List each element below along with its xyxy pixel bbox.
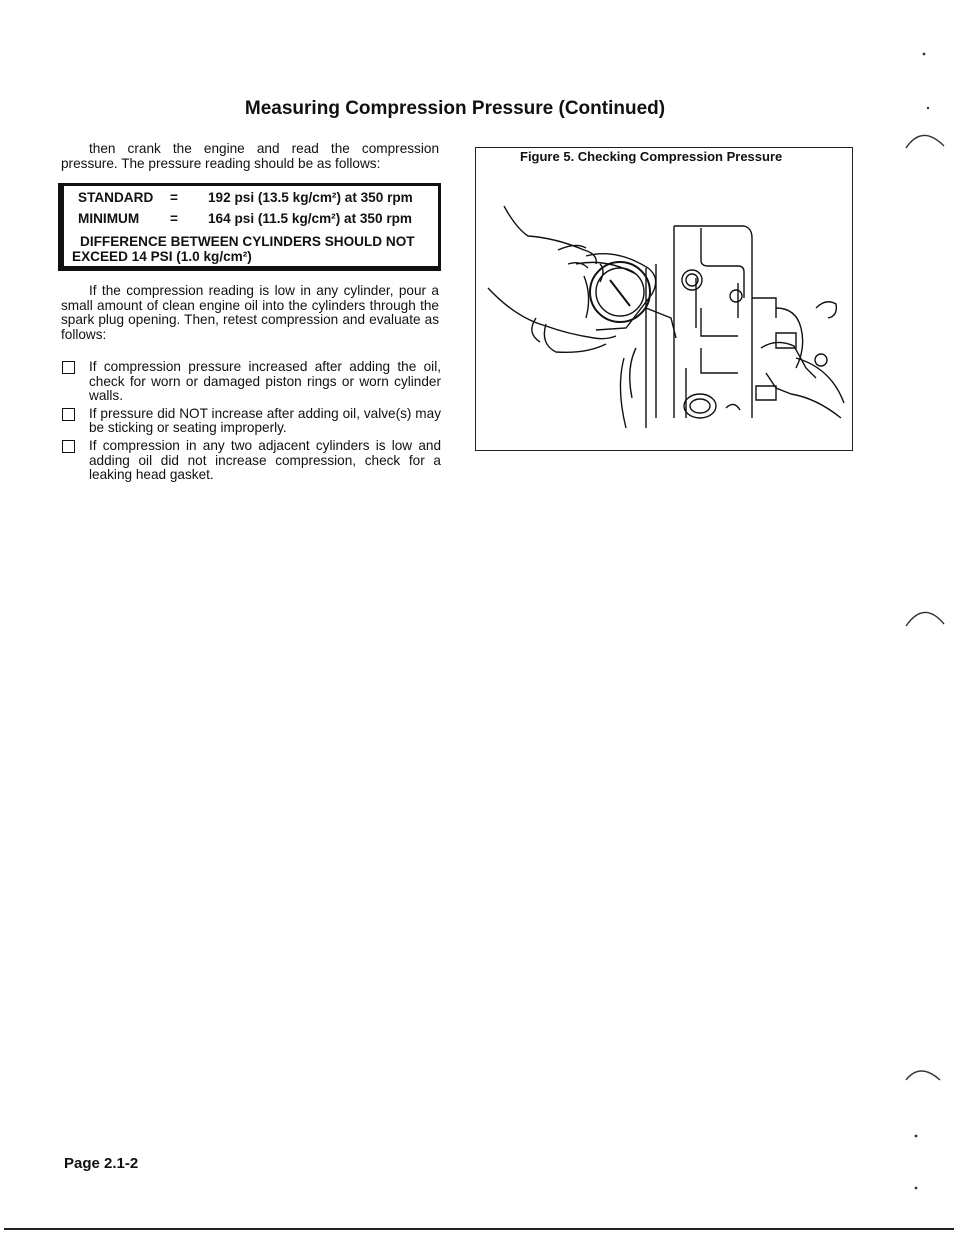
- minimum-value: 164 psi (11.5 kg/cm²) at 350 rpm: [208, 211, 413, 226]
- standard-value: 192 psi (13.5 kg/cm²) at 350 rpm: [208, 190, 413, 205]
- low-reading-paragraph: If the compression reading is low in any cylinder, pour a small amount of clean engine oil into the cylinders through the spark plug opening. Then, retest compression and evaluate as follows:: [61, 283, 439, 342]
- standard-equals: =: [170, 190, 178, 205]
- spec-difference-note: DIFFERENCE BETWEEN CYLINDERS SHOULD NOT EXCEED 14 PSI (1.0 kg/cm²): [72, 234, 415, 264]
- standard-label: STANDARD: [78, 190, 154, 205]
- page-title: Measuring Compression Pressure (Continued): [244, 98, 666, 119]
- intro-paragraph: then crank the engine and read the compression pressure. The pressure reading should be as follows:: [61, 141, 439, 171]
- minimum-equals: =: [170, 211, 178, 226]
- page-number: Page 2.1-2: [64, 1155, 139, 1172]
- check-item-text: If pressure did NOT increase after adding oil, valve(s) may be sticking or seating improperly.: [89, 405, 441, 436]
- minimum-label: MINIMUM: [78, 211, 140, 226]
- check-item-text: If compression in any two adjacent cylinders is low and adding oil did not increase compression, check for a leaking head gasket.: [89, 437, 441, 483]
- check-item-text: If compression pressure increased after adding the oil, check for worn or damaged piston rings or worn cylinder walls.: [89, 359, 441, 404]
- figure-caption: Figure 5. Checking Compression Pressure: [520, 149, 783, 164]
